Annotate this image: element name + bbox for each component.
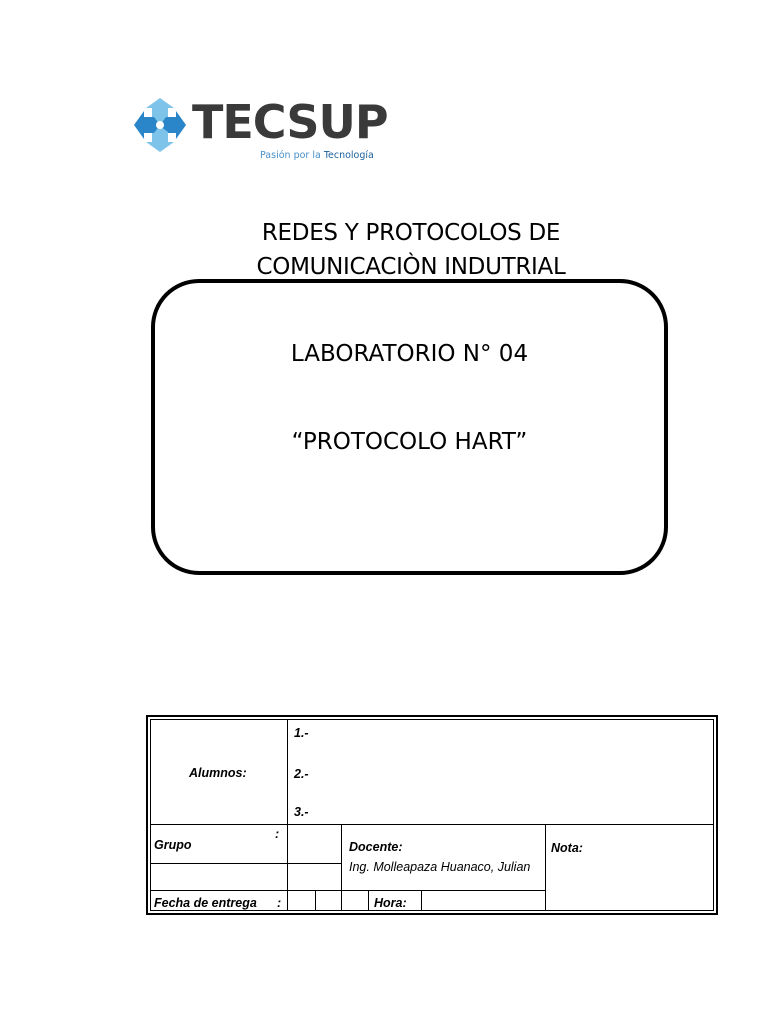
course-title-line1: REDES Y PROTOCOLOS DE xyxy=(261,220,561,246)
alumno-1: 1.- xyxy=(294,726,309,740)
docente-name: Ing. Molleapaza Huanaco, Julian xyxy=(349,860,531,874)
alumnos-label: Alumnos: xyxy=(189,766,247,780)
docente-label: Docente: xyxy=(349,840,403,854)
nota-label: Nota: xyxy=(551,841,583,855)
row-divider xyxy=(151,890,545,891)
col-divider xyxy=(315,890,316,910)
logo-tagline xyxy=(260,150,374,162)
hora-label: Hora: xyxy=(374,896,407,910)
logo-brand-text: TECSUP xyxy=(192,95,388,149)
table-inner-frame xyxy=(150,719,714,911)
tecsup-arrows-logo-icon xyxy=(130,94,190,156)
row-divider xyxy=(151,863,341,864)
col-divider xyxy=(341,824,342,910)
col-divider xyxy=(368,890,369,910)
alumno-2: 2.- xyxy=(294,767,309,781)
alumno-3: 3.- xyxy=(294,805,309,819)
col-divider xyxy=(421,890,422,910)
course-title-line2: COMUNICACIÒN INDUTRIAL xyxy=(256,254,566,280)
fecha-colon: : xyxy=(277,896,282,910)
col-divider xyxy=(545,824,546,910)
tagline-end: Tecnología xyxy=(323,150,374,161)
tecsup-logo xyxy=(130,94,390,170)
grupo-label: Grupo xyxy=(154,838,192,852)
lab-topic: “PROTOCOLO HART” xyxy=(291,429,528,455)
fecha-label: Fecha de entrega xyxy=(154,896,257,910)
tagline-start: Pasión por la xyxy=(260,150,324,161)
course-title xyxy=(150,216,672,284)
row-divider xyxy=(151,824,713,825)
lab-number: LABORATORIO N° 04 xyxy=(290,341,529,367)
lab-title-box xyxy=(151,279,668,575)
grupo-colon: : xyxy=(275,827,280,841)
col-divider xyxy=(287,720,288,910)
student-info-table xyxy=(146,715,718,915)
